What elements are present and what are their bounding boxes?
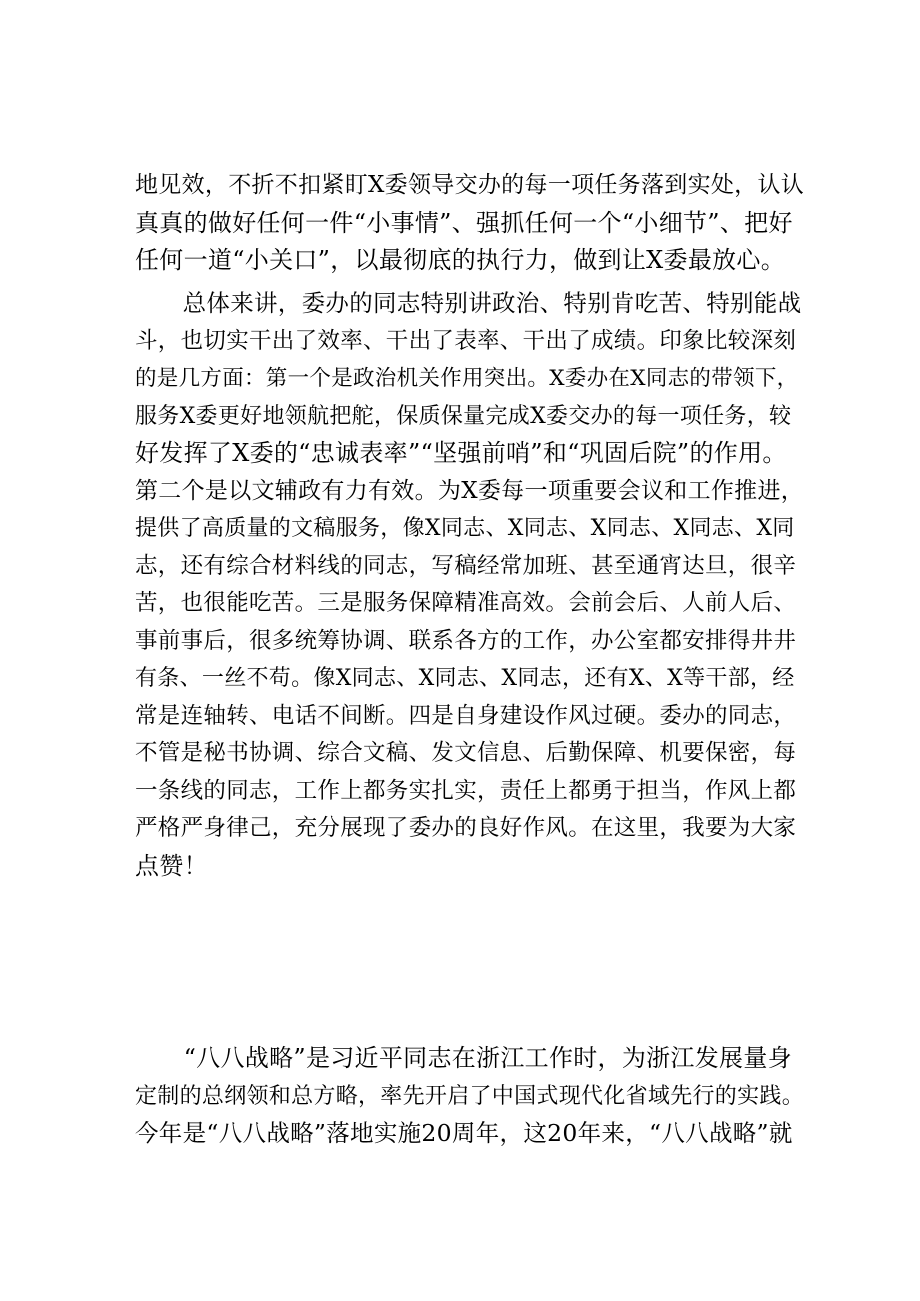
paragraph-line: 常是连轴转、电话不间断。四是自身建设作风过硬。委办的同志， [135, 702, 797, 729]
paragraph-line: 苦，也很能吃苦。三是服务保障精准高效。会前会后、人前人后、 [135, 590, 797, 616]
paragraph-line: 一条线的同志，工作上都务实扎实，责任上都勇于担当，作风上都 [135, 777, 797, 804]
paragraph-line: 定制的总纲领和总方略，率先开启了中国式现代化省域先行的实践。 [135, 1083, 805, 1109]
paragraph-line: 好发挥了X委的“忠诚表率”“坚强前哨”和“巩固后院”的作用。 [135, 439, 787, 467]
paragraph-line: 事前事后，很多统筹协调、联系各方的工作，办公室都安排得井井 [135, 627, 797, 654]
paragraph-line: 有条、一丝不苟。像X同志、X同志、X同志，还有X、X等干部，经 [135, 666, 795, 691]
paragraph-line: 真真的做好任何一件“小事情”、强抓任何一个“小细节”、把好 [135, 208, 793, 237]
paragraph-line: 第二个是以文辅政有力有效。为X委每一项重要会议和工作推进， [135, 477, 805, 504]
paragraph-1 [135, 167, 805, 280]
paragraph-line: 今年是“八八战略”落地实施20周年，这20年来，“八八战略”就 [135, 1119, 793, 1147]
paragraph-line: 提供了高质量的文稿服务，像X同志、X同志、X同志、X同志、X同 [135, 516, 795, 541]
paragraph-line: 斗，也切实干出了效率、干出了表率、干出了成绩。印象比较深刻 [135, 327, 797, 354]
paragraph-line: “八八战略”是习近平同志在浙江工作时，为浙江发展量身 [135, 1044, 792, 1072]
paragraph-line: 志，还有综合材料线的同志，写稿经常加班、甚至通宵达旦，很辛 [135, 552, 797, 579]
paragraph-line: 服务X委更好地领航把舵，保质保量完成X委交办的每一项任务，较 [135, 403, 792, 429]
paragraph-line: 的是几方面：第一个是政治机关作用突出。X委办在X同志的带领下， [135, 366, 799, 391]
paragraph-2 [135, 285, 805, 885]
paragraph-3 [135, 1040, 805, 1153]
paragraph-line: 地见效，不折不扣紧盯X委领导交办的每一项任务落到实处，认认 [135, 172, 805, 198]
paragraph-line: 点赞！ [135, 851, 208, 880]
paragraph-line: 总体来讲，委办的同志特别讲政治、特别肯吃苦、特别能战 [135, 289, 802, 317]
paragraph-line: 不管是秘书协调、综合文稿、发文信息、后勤保障、机要保密，每 [135, 740, 797, 766]
paragraph-line: 任何一道“小关口”，以最彻底的执行力，做到让X委最放心。 [135, 246, 786, 274]
paragraph-line: 严格严身律己，充分展现了委办的良好作风。在这里，我要为大家 [135, 815, 797, 841]
